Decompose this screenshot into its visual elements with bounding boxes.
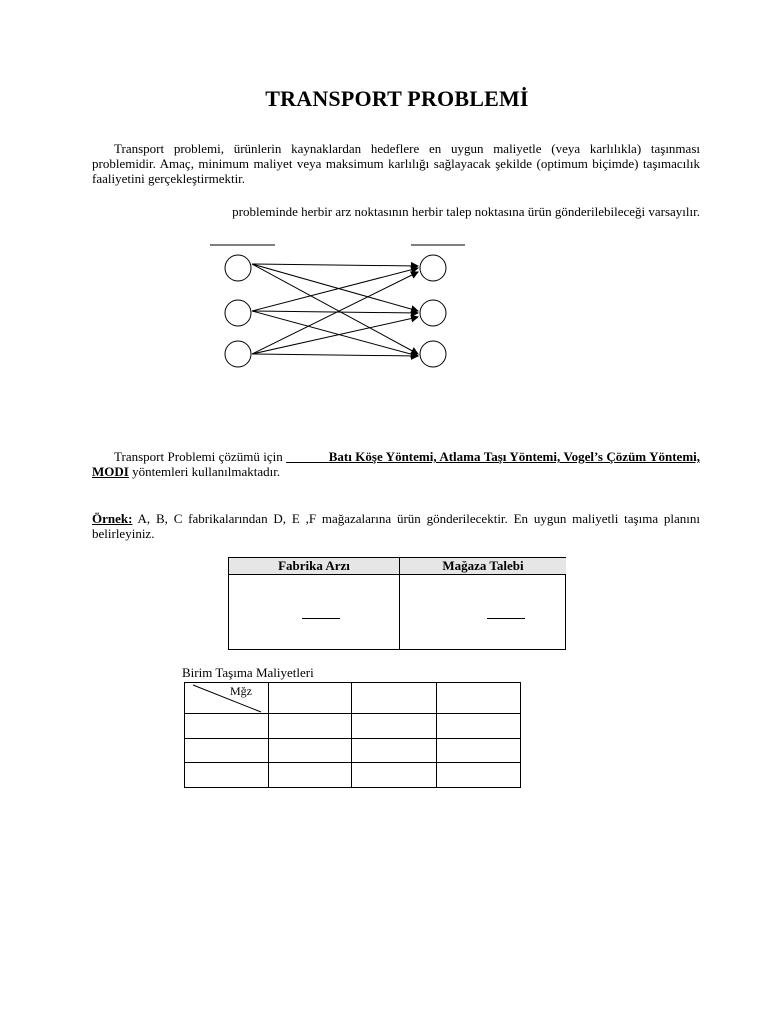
methods-lead: Transport Problemi çözümü için — [114, 449, 283, 464]
table-cell — [352, 763, 437, 788]
methods-list: ______ Batı Köşe Yöntemi, Atlama Taşı Yöntemi, Vogel’s Çözüm Yöntemi, MODI — [92, 449, 701, 479]
arrow — [252, 264, 418, 311]
table-cell — [352, 683, 437, 714]
table-divider — [399, 558, 400, 649]
destination-node-1 — [420, 255, 446, 281]
supply-column-header: Fabrika Arzı — [229, 558, 399, 575]
table-cell — [437, 683, 521, 714]
arrow — [252, 264, 418, 354]
table-cell — [437, 763, 521, 788]
corner-diagonal — [185, 683, 269, 714]
arrows — [252, 264, 418, 356]
table-row — [185, 763, 521, 788]
table-row — [185, 714, 521, 739]
transport-network-diagram — [200, 236, 500, 376]
table-row — [185, 683, 521, 714]
intro-paragraph: Transport problemi, ürünlerin kaynaklardan hedeflere en uygun maliyetle (veya karlılıkla) taşınması problemidir. Amaç, minimum maliyet veya maksimum karlılığı sağlayacak şekilde (optimum biçimde) taşımacılık faaliyetini gerçekleştirmektir. — [92, 141, 700, 186]
demand-total-blank — [487, 618, 525, 619]
table-cell — [269, 739, 352, 763]
methods-tail: yöntemleri kullanılmaktadır. — [128, 464, 281, 479]
destination-node-3 — [420, 341, 446, 367]
supply-demand-table — [228, 557, 566, 650]
assumption-sentence: probleminde herbir arz noktasının herbir talep noktasına ürün gönderilebileceği varsayılır. — [232, 204, 700, 219]
corner-cell — [185, 683, 269, 714]
source-node-2 — [225, 300, 251, 326]
example-paragraph — [92, 511, 700, 541]
arrow — [252, 311, 418, 356]
table-cell — [269, 683, 352, 714]
supply-total-blank — [302, 618, 340, 619]
arrow — [252, 268, 418, 311]
table-row — [185, 739, 521, 763]
source-node-3 — [225, 341, 251, 367]
table-cell — [269, 714, 352, 739]
arrow — [252, 354, 418, 356]
table-cell — [269, 763, 352, 788]
table-cell — [185, 739, 269, 763]
table-cell — [352, 714, 437, 739]
example-text: A, B, C fabrikalarından D, E ,F mağazalarına ürün gönderilecektir. En uygun maliyetli taşıma planını belirleyiniz. — [92, 511, 700, 541]
table-cell — [352, 739, 437, 763]
source-node-1 — [225, 255, 251, 281]
table-cell — [437, 739, 521, 763]
cost-table-caption: Birim Taşıma Maliyetleri — [182, 665, 314, 680]
unit-cost-table — [184, 682, 521, 788]
table-cell — [437, 714, 521, 739]
destination-node-2 — [420, 300, 446, 326]
table-cell — [185, 763, 269, 788]
corner-label: Mğz — [230, 684, 252, 698]
example-label: Örnek: — [92, 511, 133, 526]
arrow — [252, 317, 418, 354]
arrow — [252, 264, 418, 266]
page-title: TRANSPORT PROBLEMİ — [265, 86, 529, 111]
table-cell — [185, 714, 269, 739]
demand-column-header: Mağaza Talebi — [400, 558, 566, 575]
methods-paragraph — [92, 449, 700, 479]
